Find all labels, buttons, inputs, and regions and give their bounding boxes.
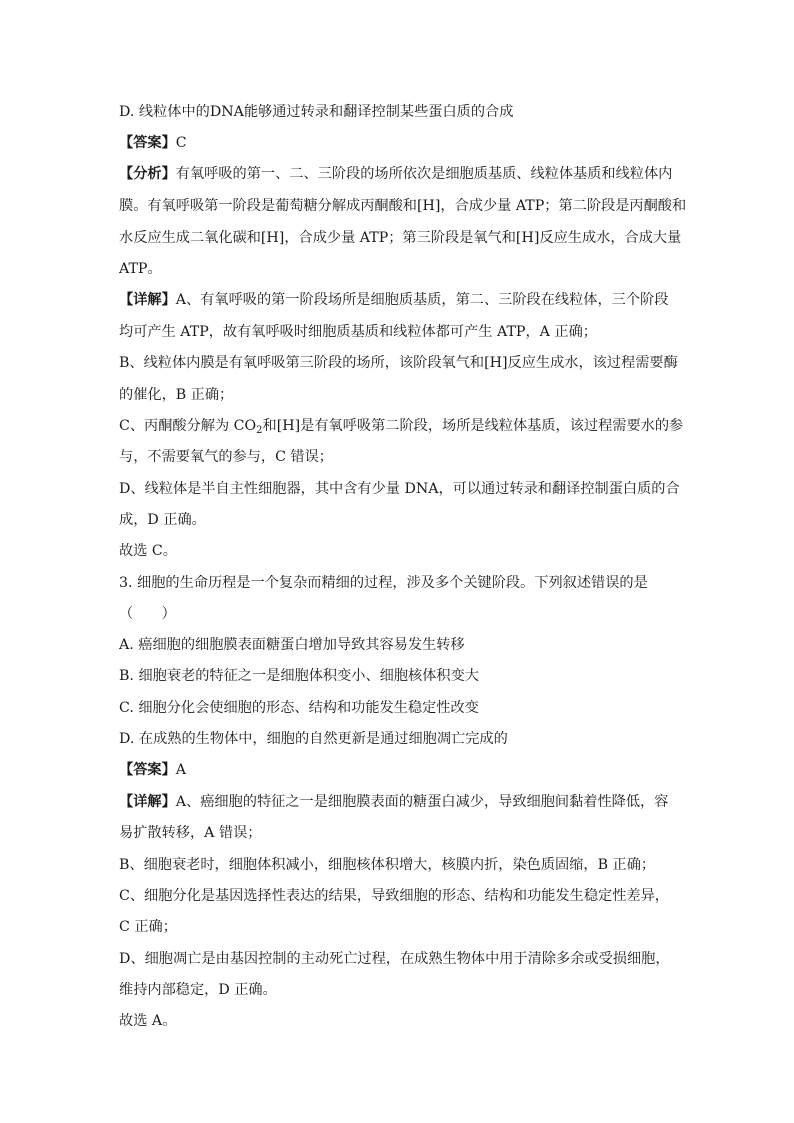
detail-c-post: 和[H]是有氧呼吸第二阶段，场所是线粒体基质，该过程需要水的参: [262, 418, 684, 434]
q3-detail-c-line-2: C 正确；: [119, 919, 177, 935]
q2-analysis-line-3: 水反应生成二氧化碳和[H]，合成少量 ATP；第三阶段是氧气和[H]反应生成水，合成大量: [119, 230, 682, 246]
answer-tag: 【答案】: [119, 762, 176, 778]
q2-answer: [119, 133, 187, 153]
detail-text: A、有氧呼吸的第一阶段场所是细胞质基质，第二、三阶段在线粒体，三个阶段: [175, 292, 669, 308]
q2-detail-b-line-1: B、线粒体内膜是有氧呼吸第三阶段的场所，该阶段氧气和[H]反应生成水，该过程需要酶: [119, 355, 678, 371]
detail-text: A、癌细胞的特征之一是细胞膜表面的糖蛋白减少，导致细胞间黏着性降低，容: [175, 794, 669, 810]
q3-option-d: D. 在成熟的生物体中，细胞的自然更新是通过细胞凋亡完成的: [119, 731, 508, 747]
q3-detail-d-line-1: D、细胞凋亡是由基因控制的主动死亡过程，在成熟生物体中用于清除多余或受损细胞，: [119, 951, 670, 967]
analysis-text: 有氧呼吸的第一、二、三阶段的场所依次是细胞质基质、线粒体基质和线粒体内: [175, 166, 673, 182]
q2-detail-c-line-1: [119, 416, 683, 436]
q2-detail-d-line-2: 成，D 正确。: [119, 512, 206, 528]
q2-detail-c-line-2: 与，不需要氧气的参与，C 错误；: [119, 449, 333, 465]
q2-conclusion: 故选 C。: [119, 543, 177, 559]
q3-option-c: C. 细胞分化会使细胞的形态、结构和功能发生稳定性改变: [119, 700, 479, 716]
q3-detail-a-line-1: [119, 792, 668, 812]
q2-analysis-line-2: 膜。有氧呼吸第一阶段是葡萄糖分解成丙酮酸和[H]，合成少量 ATP；第二阶段是丙酮酸和: [119, 198, 687, 214]
q3-stem-line-2: （ ）: [119, 606, 176, 622]
q3-detail-b-line-1: B、细胞衰老时，细胞体积减小，细胞核体积增大，核膜内折，染色质固缩，B 正确；: [119, 857, 656, 873]
detail-c-pre: C、丙酮酸分解为 CO: [119, 418, 257, 434]
answer-tag: 【答案】: [119, 135, 176, 151]
q3-detail-d-line-2: 维持内部稳定，D 正确。: [119, 982, 277, 998]
detail-tag: 【详解】: [119, 794, 176, 810]
q2-detail-d-line-1: D、线粒体是半自主性细胞器，其中含有少量 DNA，可以通过转录和翻译控制蛋白质的合: [119, 481, 680, 497]
q2-detail-b-line-2: 的催化，B 正确；: [119, 387, 234, 403]
q3-detail-a-line-2: 易扩散转移，A 错误；: [119, 825, 262, 841]
q3-detail-c-line-1: C、细胞分化是基因选择性表达的结果，导致细胞的形态、结构和功能发生稳定性差异，: [119, 888, 669, 904]
q3-answer: [119, 760, 186, 780]
detail-tag: 【详解】: [119, 292, 176, 308]
q3-stem-line-1: 3. 细胞的生命历程是一个复杂而精细的过程，涉及多个关键阶段。下列叙述错误的是: [119, 575, 648, 591]
answer-value: C: [175, 135, 187, 151]
q3-option-b: B. 细胞衰老的特征之一是细胞体积变小、细胞核体积变大: [119, 668, 479, 684]
detail-c-subscript: 2: [256, 425, 263, 436]
analysis-tag: 【分析】: [119, 166, 176, 182]
q2-analysis-line-4: ATP。: [119, 261, 162, 277]
q2-analysis-line-1: [119, 164, 672, 184]
answer-value: A: [175, 762, 187, 778]
q2-detail-a-line-1: [119, 290, 668, 310]
q2-detail-a-line-2: 均可产生 ATP，故有氧呼吸时细胞质基质和线粒体都可产生 ATP，A 正确；: [119, 324, 597, 340]
q2-option-d: D. 线粒体中的DNA能够通过转录和翻译控制某些蛋白质的合成: [119, 104, 514, 120]
q3-conclusion: 故选 A。: [119, 1013, 177, 1029]
q3-option-a: A. 癌细胞的细胞膜表面糖蛋白增加导致其容易发生转移: [119, 637, 465, 653]
